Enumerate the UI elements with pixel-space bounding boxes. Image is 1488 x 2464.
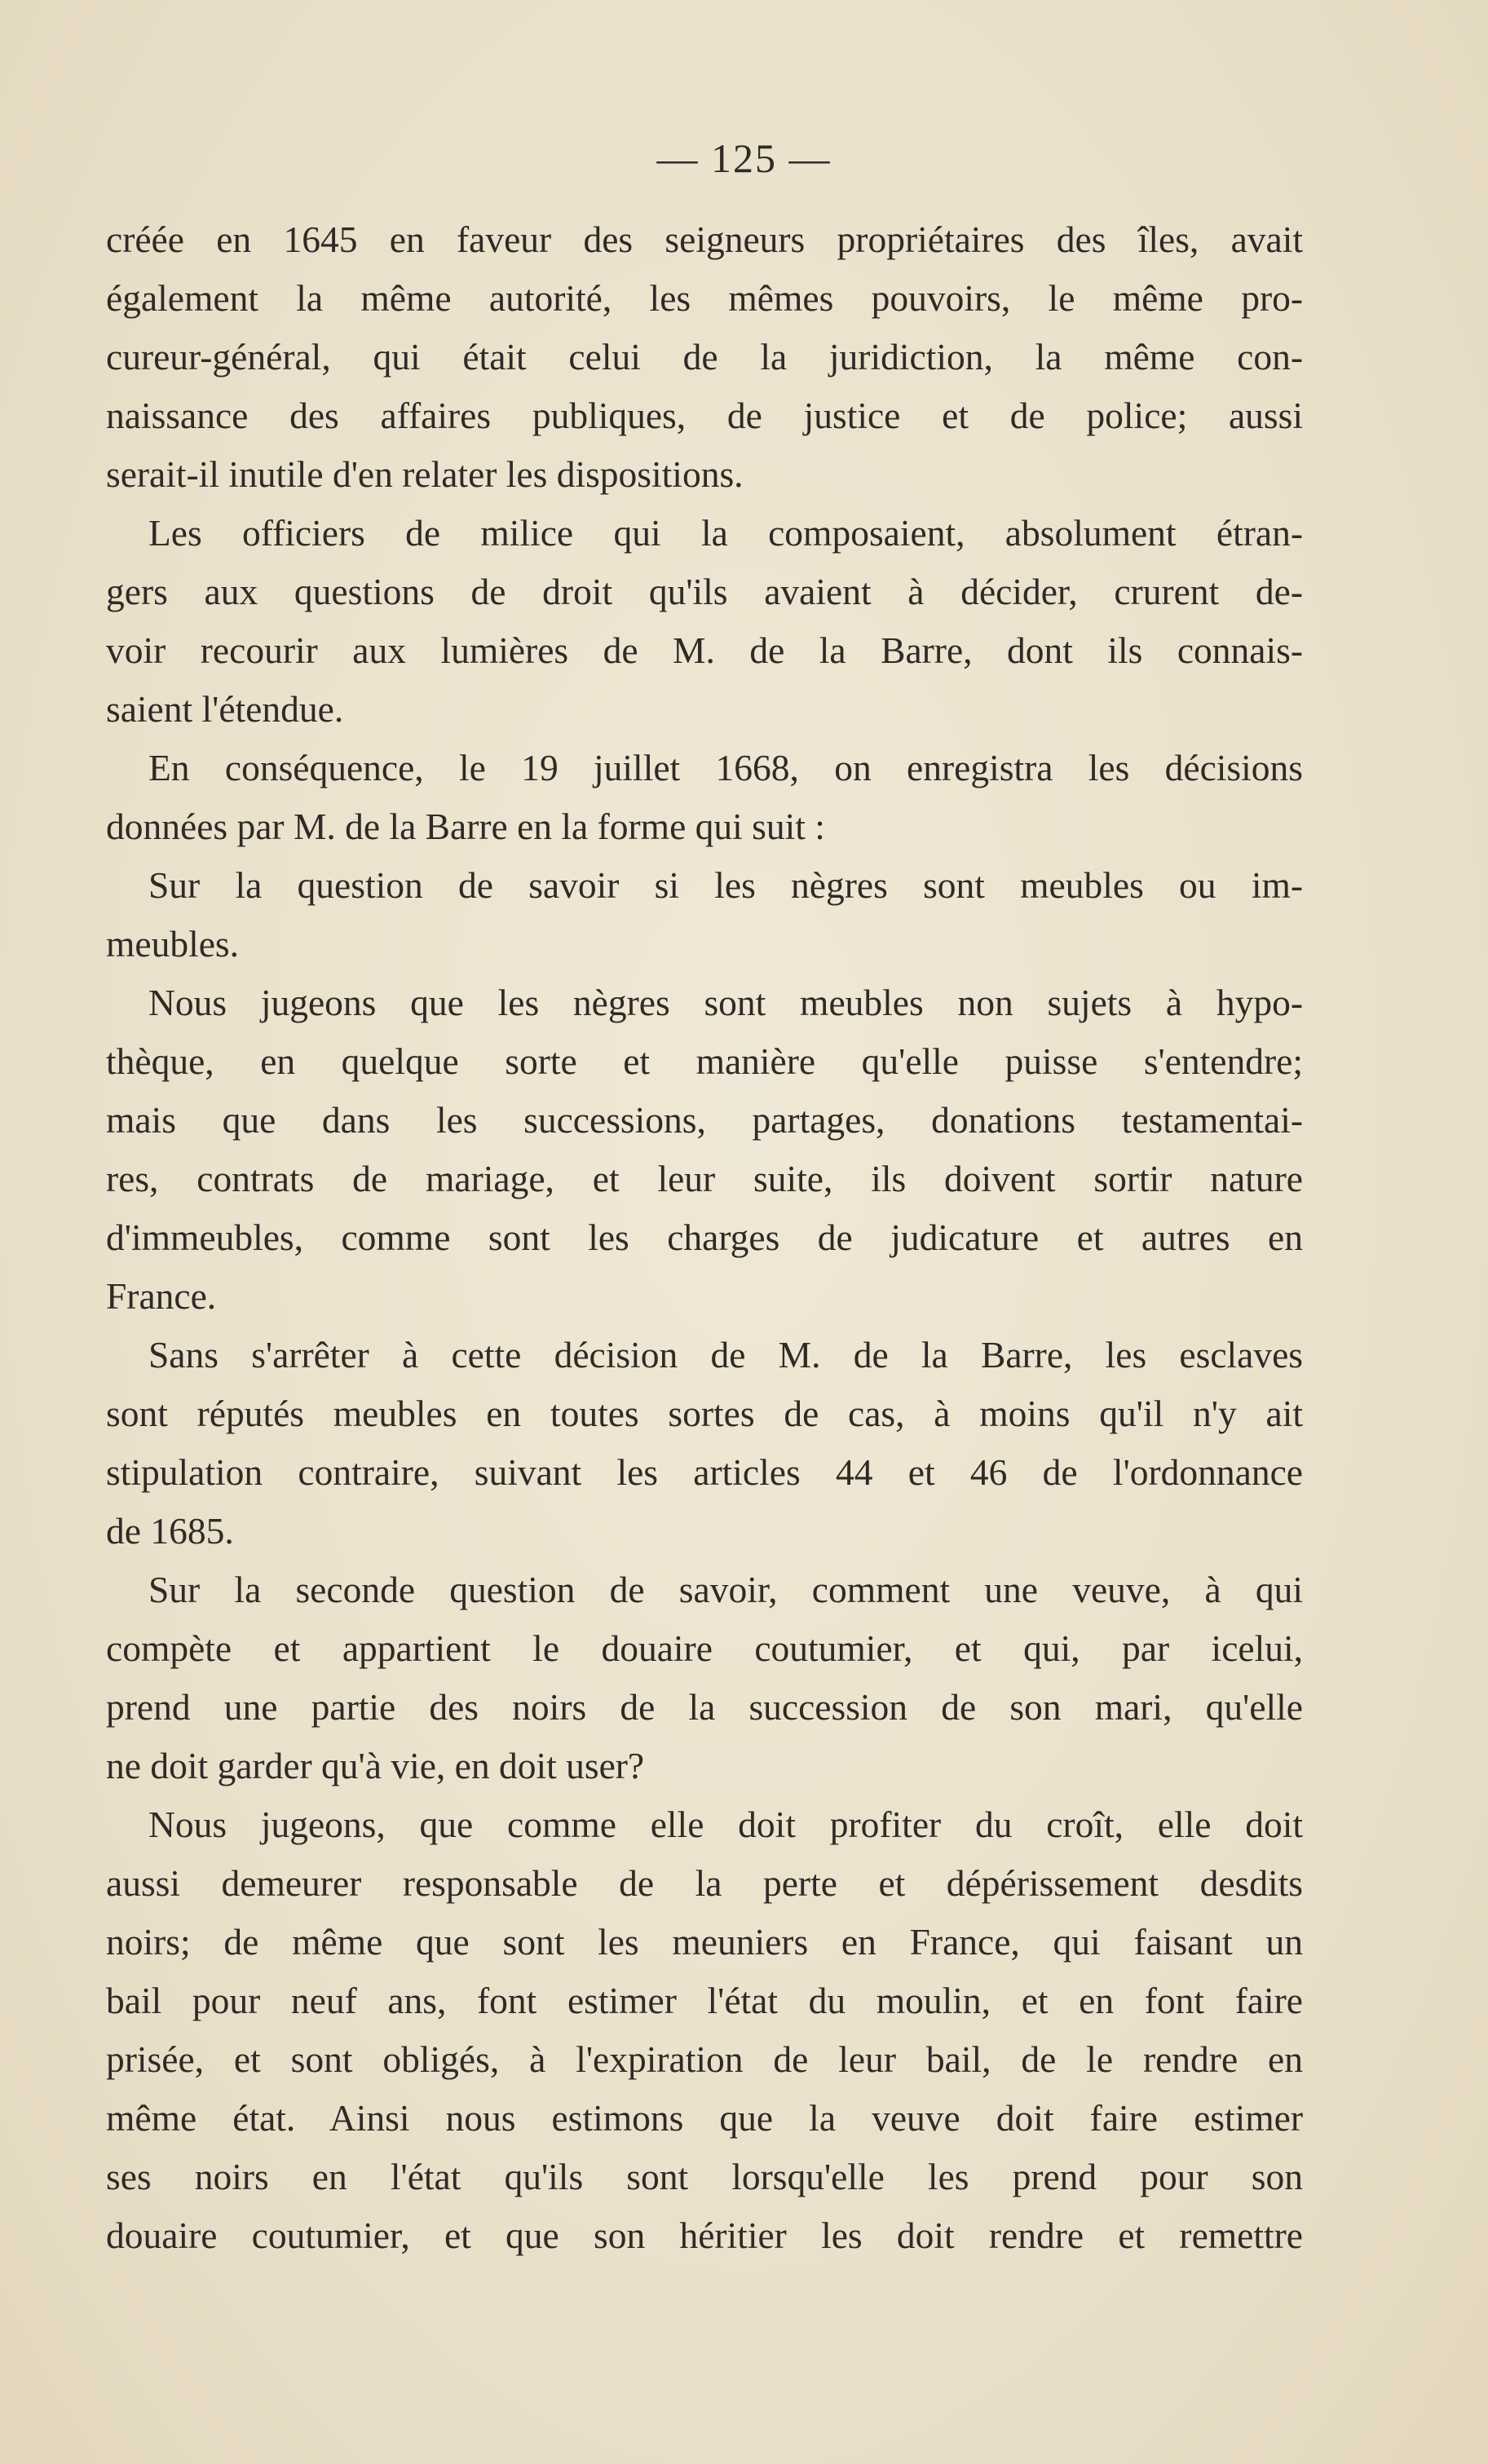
text-line: naissance des affaires publiques, de justice et de police; aussi <box>106 395 1303 436</box>
text-line: Nous jugeons, que comme elle doit profiter du croît, elle doit <box>148 1804 1303 1845</box>
text-line: France. <box>106 1275 217 1317</box>
text-line: ses noirs en l'état qu'ils sont lorsqu'elle les prend pour son <box>106 2156 1303 2197</box>
text-line: cureur-général, qui était celui de la juridiction, la même con- <box>106 336 1303 378</box>
text-line: même état. Ainsi nous estimons que la veuve doit faire estimer <box>106 2097 1303 2139</box>
text-line: meubles. <box>106 923 240 965</box>
text-line: Les officiers de milice qui la composaient, absolument étran- <box>148 512 1303 554</box>
text-line: Sur la seconde question de savoir, comment une veuve, à qui <box>148 1569 1303 1610</box>
text-line: Nous jugeons que les nègres sont meubles non sujets à hypo- <box>148 982 1303 1023</box>
text-line: aussi demeurer responsable de la perte et dépérissement desdits <box>106 1862 1303 1904</box>
text-line: saient l'étendue. <box>106 688 344 730</box>
text-line: voir recourir aux lumières de M. de la Barre, dont ils connais- <box>106 629 1303 671</box>
text-line: stipulation contraire, suivant les articles 44 et 46 de l'ordonnance <box>106 1451 1303 1493</box>
text-line: gers aux questions de droit qu'ils avaient à décider, crurent de- <box>106 571 1303 612</box>
body-text <box>106 210 1303 2265</box>
text-line: sont réputés meubles en toutes sortes de cas, à moins qu'il n'y ait <box>106 1393 1303 1434</box>
text-line: thèque, en quelque sorte et manière qu'elle puisse s'entendre; <box>106 1040 1303 1082</box>
text-line: de 1685. <box>106 1510 234 1552</box>
text-line: serait-il inutile d'en relater les dispositions. <box>106 453 744 495</box>
text-line: noirs; de même que sont les meuniers en France, qui faisant un <box>106 1921 1303 1963</box>
text-line: prend une partie des noirs de la succession de son mari, qu'elle <box>106 1686 1303 1728</box>
text-line: également la même autorité, les mêmes pouvoirs, le même pro- <box>106 277 1303 319</box>
text-line: Sur la question de savoir si les nègres sont meubles ou im- <box>148 864 1303 906</box>
text-line: créée en 1645 en faveur des seigneurs propriétaires des îles, avait <box>106 219 1303 260</box>
text-line: ne doit garder qu'à vie, en doit user? <box>106 1745 645 1786</box>
text-line: d'immeubles, comme sont les charges de judicature et autres en <box>106 1217 1303 1258</box>
text-line: prisée, et sont obligés, à l'expiration de leur bail, de le rendre en <box>106 2038 1303 2080</box>
text-line: bail pour neuf ans, font estimer l'état du moulin, et en font faire <box>106 1980 1303 2021</box>
text-line: Sans s'arrêter à cette décision de M. de la Barre, les esclaves <box>148 1334 1303 1376</box>
text-line: mais que dans les successions, partages, donations testamentai- <box>106 1099 1303 1141</box>
text-line: compète et appartient le douaire coutumier, et qui, par icelui, <box>106 1627 1303 1669</box>
text-line: données par M. de la Barre en la forme qui suit : <box>106 806 825 847</box>
text-line: res, contrats de mariage, et leur suite, ils doivent sortir nature <box>106 1158 1303 1199</box>
text-line: En conséquence, le 19 juillet 1668, on enregistra les décisions <box>148 747 1303 788</box>
page-number: — 125 — <box>656 135 832 181</box>
text-line: douaire coutumier, et que son héritier les doit rendre et remettre <box>106 2215 1303 2256</box>
